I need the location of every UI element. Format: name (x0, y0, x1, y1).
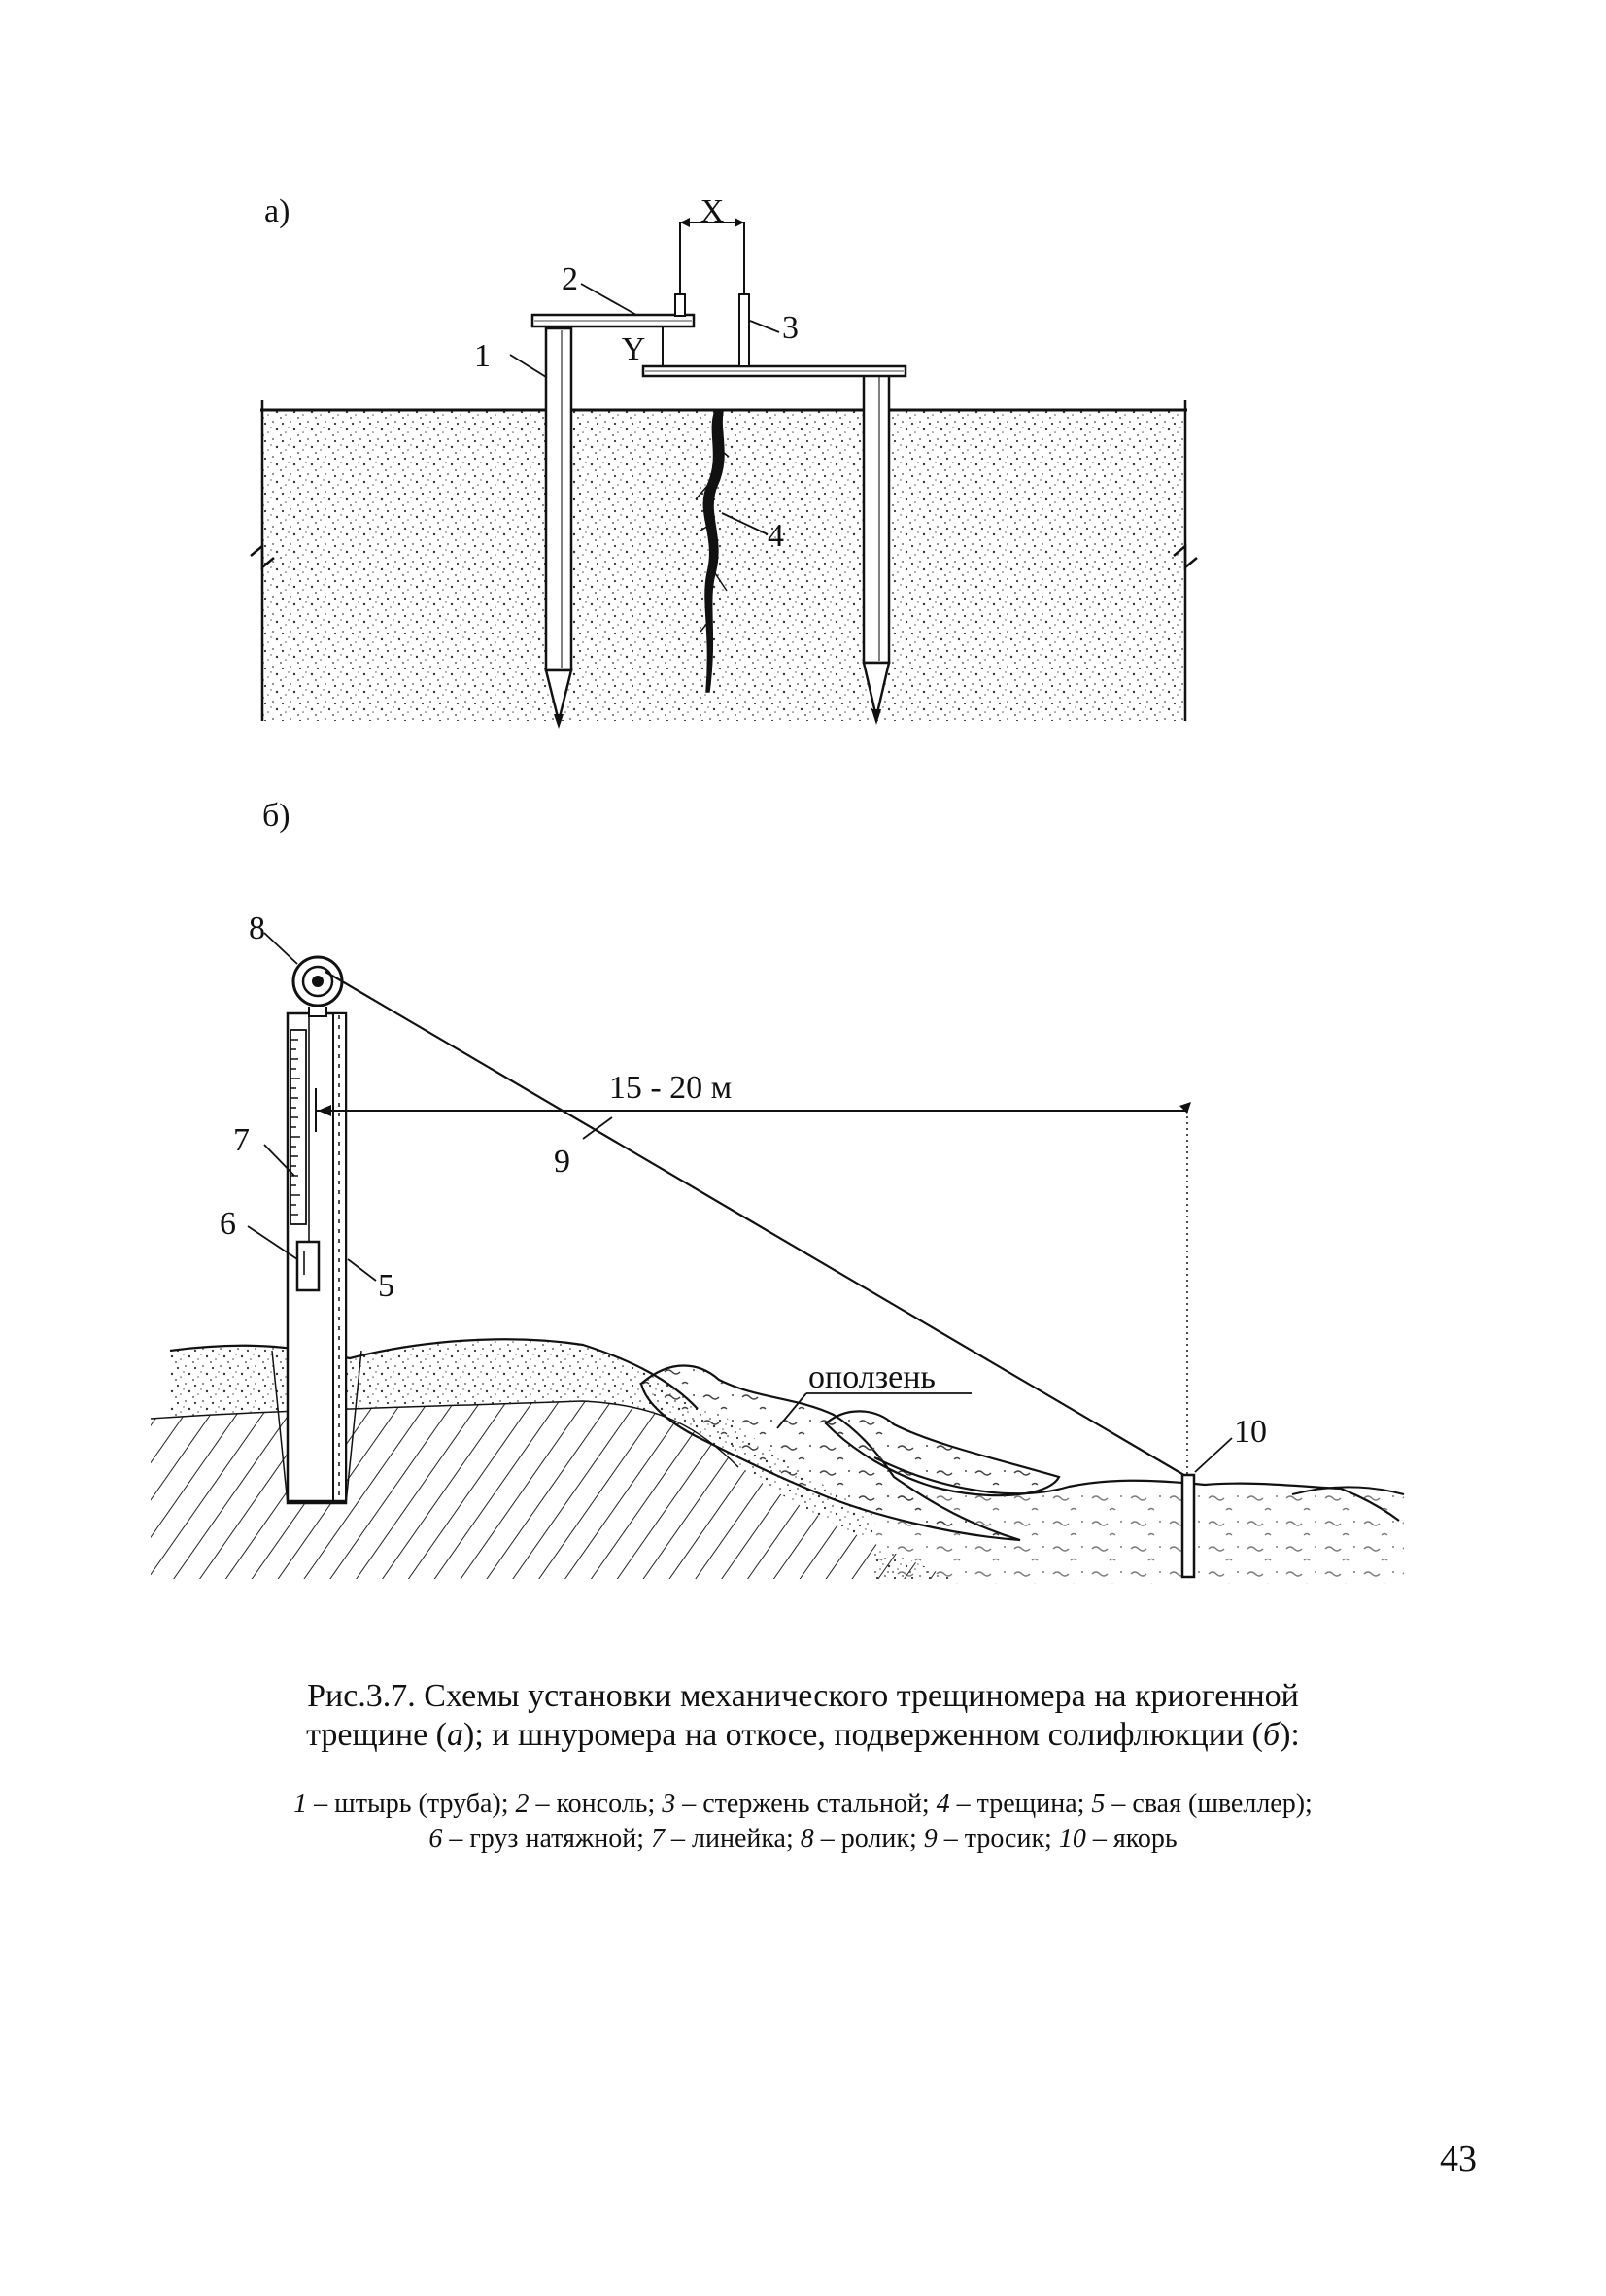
figure-caption-line2: трещине (а); и шнуромера на откосе, подверженном солифлюкции (б): (306, 1717, 1300, 1753)
console-bracket (532, 294, 694, 326)
label-5: 5 (378, 1268, 394, 1304)
ruler (290, 1030, 306, 1224)
label-7: 7 (233, 1122, 250, 1158)
label-10: 10 (1234, 1414, 1267, 1450)
legend-line1: 1 – штырь (труба); 2 – консоль; 3 – стержень стальной; 4 – трещина; 5 – свая (швеллер); (293, 1789, 1313, 1819)
roller (293, 957, 342, 1016)
dim-x-label: X (700, 193, 725, 229)
steel-rod (739, 294, 749, 366)
tension-weight (297, 1242, 319, 1290)
anchor (1182, 1475, 1194, 1577)
label-1: 1 (474, 338, 491, 374)
label-3: 3 (782, 310, 799, 346)
label-8: 8 (249, 910, 265, 946)
landslide-label: оползень (808, 1359, 936, 1395)
label-9: 9 (554, 1144, 570, 1180)
pin-right (864, 371, 889, 725)
panel-b (151, 798, 1404, 1584)
label-4: 4 (768, 518, 784, 554)
distance-label: 15 - 20 м (608, 1070, 733, 1106)
page-number: 43 (1440, 2139, 1477, 2179)
dim-y-label: Y (621, 331, 646, 367)
pin-left (546, 328, 571, 729)
label-2: 2 (562, 261, 578, 297)
panel-a-letter: а) (264, 193, 290, 229)
panel-b-letter: б) (262, 798, 290, 834)
figure-caption-line1: Рис.3.7. Схемы установки механического трещиномера на криогенной (307, 1678, 1299, 1714)
panel-a (251, 193, 1197, 729)
legend-line2: 6 – груз натяжной; 7 – линейка; 8 – ролик; 9 – тросик; 10 – якорь (428, 1824, 1178, 1854)
label-6: 6 (220, 1206, 236, 1242)
